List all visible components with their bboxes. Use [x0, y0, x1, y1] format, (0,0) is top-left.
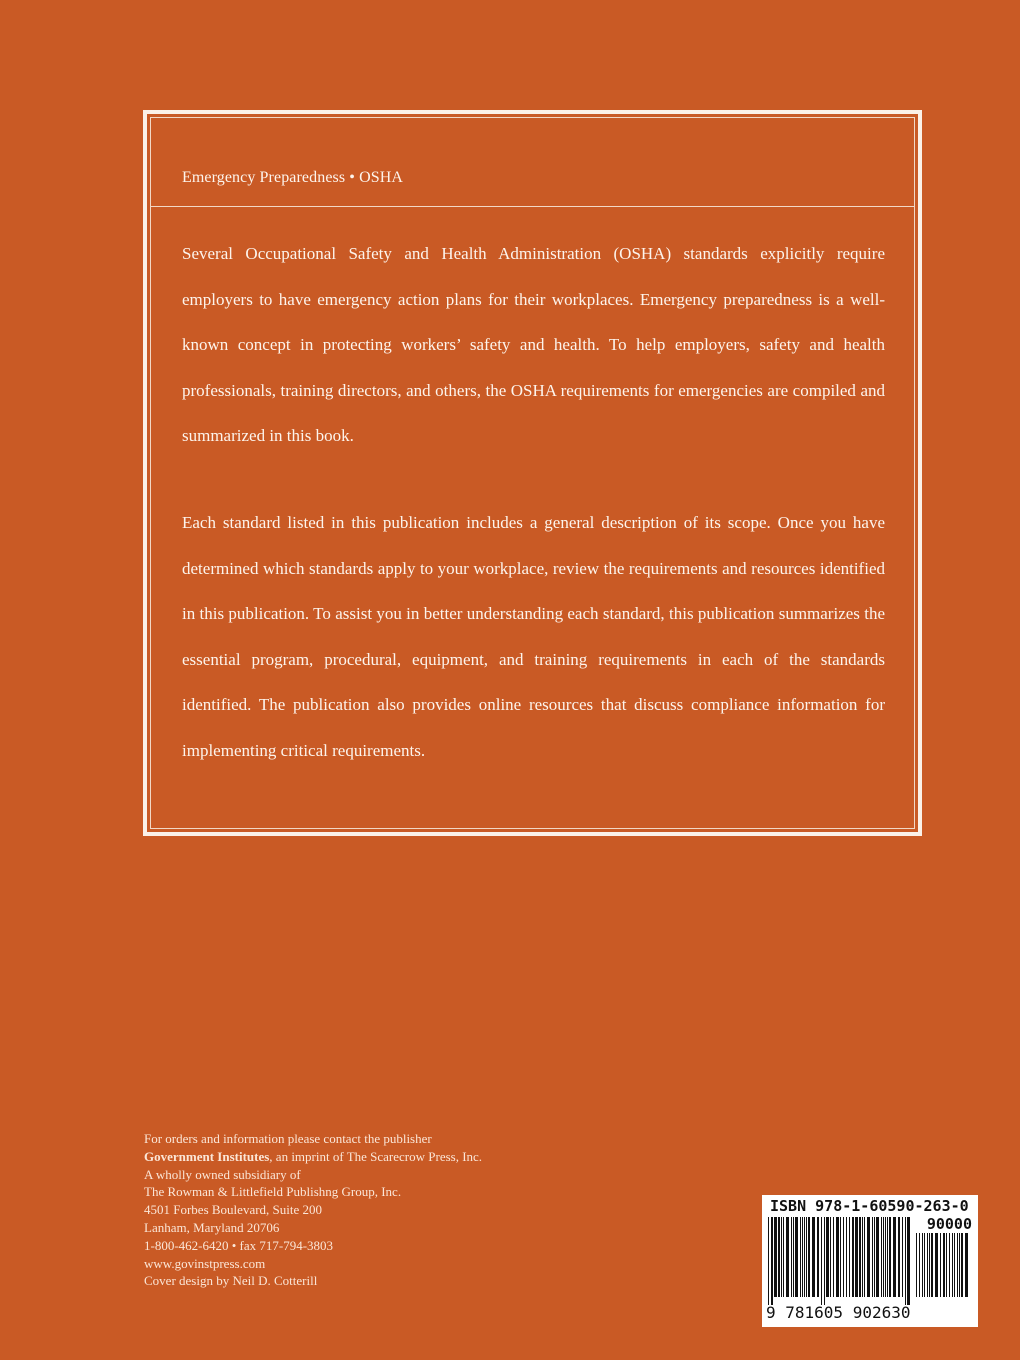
barcode-bar: [791, 1217, 792, 1297]
barcode-bar: [902, 1217, 903, 1297]
heading-divider: [150, 206, 915, 207]
cover-text-frame: [143, 110, 922, 836]
publisher-line: A wholly owned subsidiary of: [144, 1166, 301, 1182]
barcode-bar: [830, 1217, 831, 1297]
imprint-rest: , an imprint of The Scarecrow Press, Inc.: [269, 1148, 483, 1164]
publisher-imprint: [144, 1148, 482, 1166]
cover-credit: Cover design by Neil D. Cotterill: [144, 1273, 318, 1289]
barcode-bar: [929, 1233, 930, 1297]
imprint-name: Government Institutes: [144, 1148, 270, 1164]
barcode-bar: [778, 1217, 780, 1297]
barcode-bar: [812, 1217, 815, 1297]
publisher-line: For orders and information please contact the publisher: [144, 1131, 432, 1146]
barcode-bar: [808, 1217, 810, 1297]
description-paragraph-1: Several Occupational Safety and Health Administration (OSHA) standards explicitly require employers to have emergency action plans for their workplaces. Emergency preparedness is a well-known concept in protecting workers’ safety and health. To help employers, safety and health professionals, training directors, and others, the OSHA requirements for emergencies are compiled and summarized in this book.: [182, 244, 885, 445]
barcode-bar: [867, 1217, 870, 1297]
barcode-bar: [771, 1217, 773, 1305]
ean-bars: [766, 1217, 912, 1305]
barcode-bar: [916, 1233, 917, 1297]
publisher-info: [144, 1130, 482, 1290]
barcode-bar: [952, 1233, 953, 1297]
barcode-bar: [843, 1217, 844, 1297]
barcode-bar: [840, 1217, 841, 1297]
publisher-line: The Rowman & Littlefield Publishng Group, Inc.: [144, 1184, 402, 1200]
description-paragraph-2: Each standard listed in this publication includes a general description of its scope. Once you have determined which standards apply to your workplace, review the requirements and resources identified in this publication. To assist you in better understanding each standard, this publication summarizes the essential program, procedural, equipment, and training requirements in each of the standards identified. The publication also provides online resources that discuss compliance information for implementing critical requirements.: [182, 513, 885, 760]
publisher-line: Lanham, Maryland 20706: [144, 1219, 280, 1235]
barcode-bar: [931, 1233, 933, 1297]
barcode-bar: [887, 1217, 888, 1297]
barcode-bar: [826, 1217, 829, 1297]
barcode-bar: [883, 1217, 884, 1297]
publisher-line: 4501 Forbes Boulevard, Suite 200: [144, 1202, 323, 1218]
barcode-bar: [881, 1217, 882, 1297]
barcode-bar: [922, 1233, 923, 1297]
barcode-bar: [852, 1217, 854, 1297]
barcode-bar: [836, 1217, 839, 1297]
barcode-bar: [793, 1217, 794, 1297]
addon-bars: [914, 1233, 972, 1305]
barcode-bar: [924, 1233, 925, 1297]
barcode-bar: [786, 1217, 789, 1297]
barcode-bar: [774, 1217, 777, 1297]
barcode-bar: [874, 1217, 875, 1297]
barcode-bar: [804, 1217, 805, 1297]
barcode-bar: [961, 1233, 963, 1297]
barcode-bar: [905, 1217, 906, 1305]
barcode-bar: [817, 1217, 819, 1297]
barcode-bar: [959, 1233, 960, 1297]
barcode-bar: [957, 1233, 958, 1297]
barcode-bar: [783, 1217, 784, 1297]
barcode-bar: [800, 1217, 801, 1297]
barcode-bar: [821, 1217, 822, 1305]
barcode-bar: [954, 1233, 955, 1297]
barcode-bar: [768, 1217, 769, 1305]
barcode-bar: [781, 1217, 782, 1297]
publisher-website: www.govinstpress.com: [144, 1255, 266, 1271]
barcode-bar: [898, 1217, 900, 1297]
ean-digits: 9 781605 902630: [766, 1303, 911, 1322]
barcode-bar: [935, 1233, 938, 1297]
barcode-bar: [864, 1217, 865, 1297]
barcode-bar: [893, 1217, 896, 1297]
barcode-bar: [872, 1217, 873, 1297]
barcode-bar: [965, 1233, 968, 1297]
publisher-phone: 1-800-462-6420 • fax 717-794-3803: [144, 1237, 334, 1253]
barcode-bar: [943, 1233, 945, 1297]
barcode-bar: [806, 1217, 807, 1297]
barcode-bar: [876, 1217, 879, 1297]
barcode-bar: [946, 1233, 947, 1297]
price-addon-digits: 90000: [926, 1215, 972, 1233]
barcode-bar: [824, 1217, 825, 1305]
barcode-bar: [862, 1217, 863, 1297]
barcode-bar: [833, 1217, 834, 1297]
isbn-barcode: [762, 1195, 978, 1327]
barcode-bar: [846, 1217, 847, 1297]
barcode-bar: [855, 1217, 858, 1297]
barcode-bar: [907, 1217, 910, 1305]
barcode-bar: [919, 1233, 920, 1297]
barcode-bar: [802, 1217, 803, 1297]
barcode-bar: [849, 1217, 850, 1297]
barcode-bar: [859, 1217, 861, 1297]
series-heading: Emergency Preparedness • OSHA: [182, 169, 404, 186]
barcode-bar: [795, 1217, 798, 1297]
barcode-bar: [889, 1217, 891, 1297]
barcode-bar: [949, 1233, 950, 1297]
barcode-bar: [885, 1217, 886, 1297]
barcode-bar: [927, 1233, 928, 1297]
isbn-label: ISBN 978-1-60590-263-0: [770, 1197, 969, 1215]
barcode-bar: [940, 1233, 941, 1297]
